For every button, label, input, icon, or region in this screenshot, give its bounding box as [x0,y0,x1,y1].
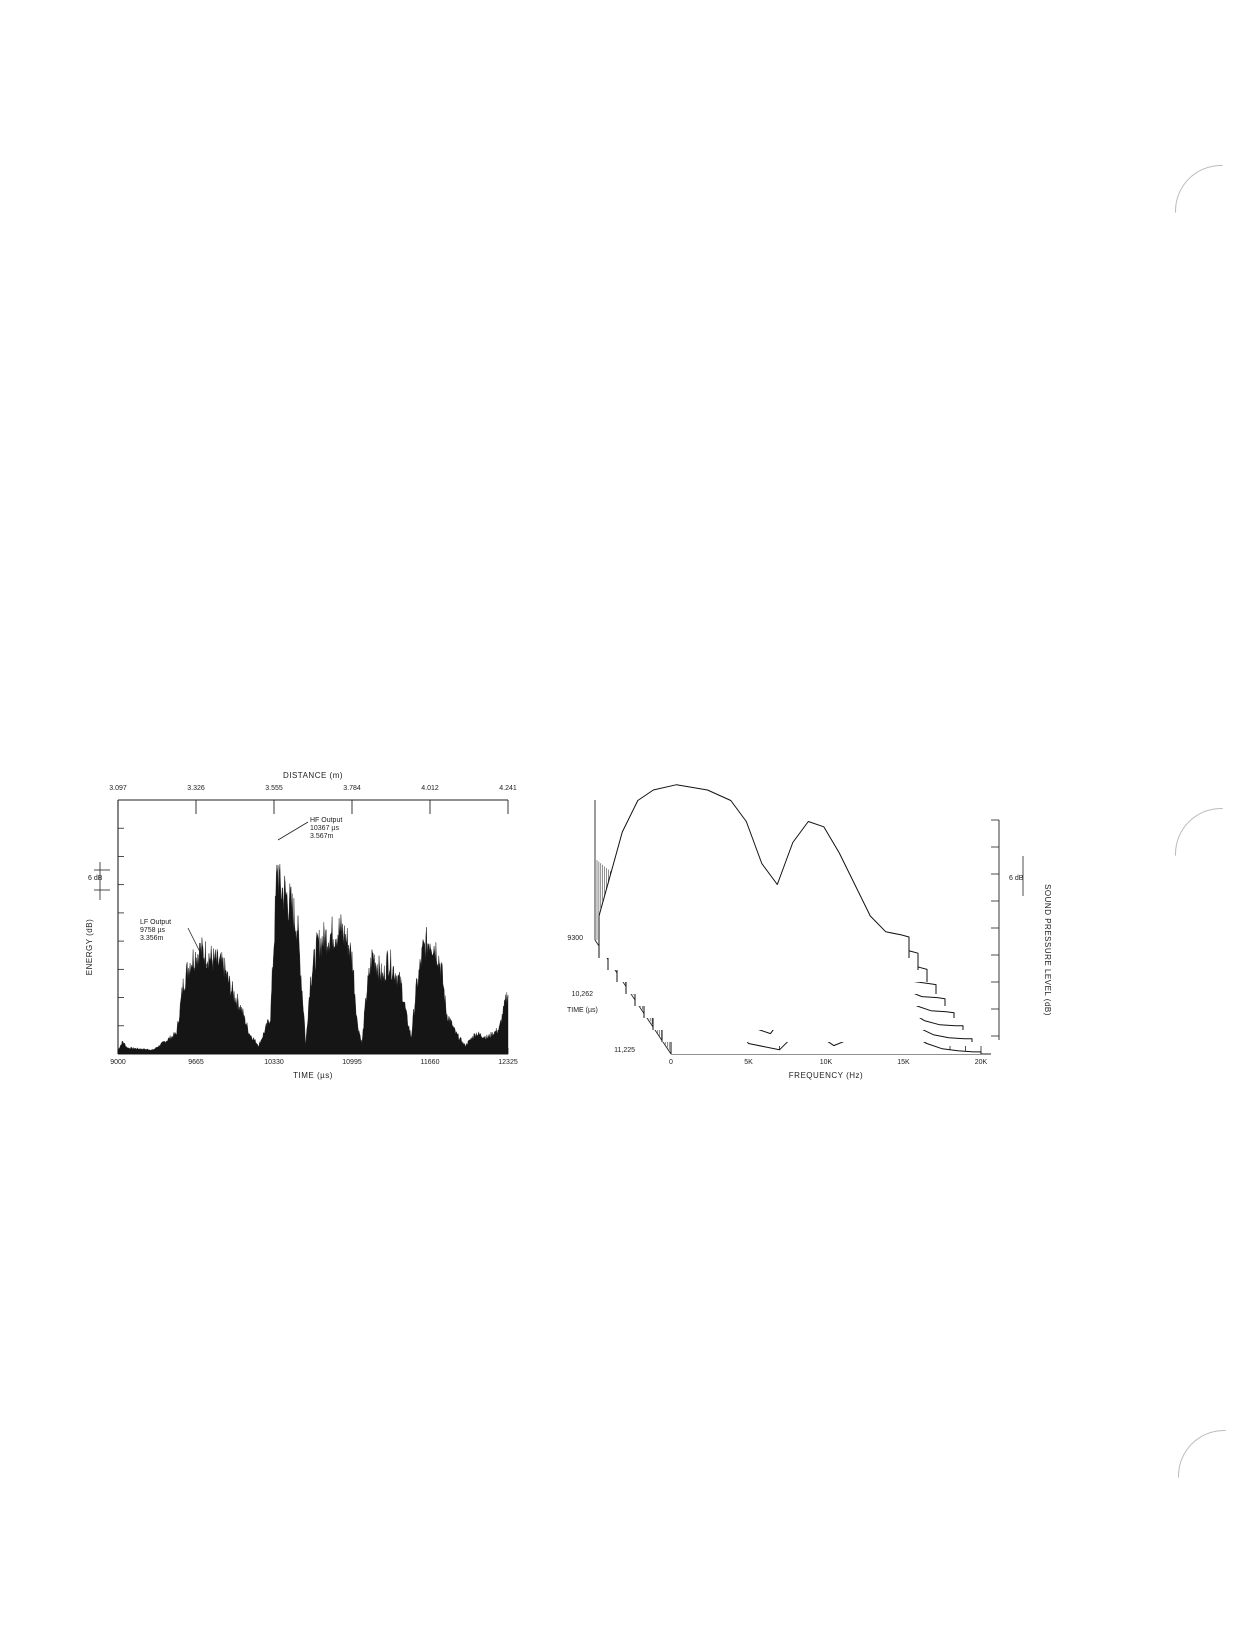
x2-tick-label: 3.326 [187,785,205,792]
y2-axis-label: SOUND PRESSURE LEVEL (dB) [1043,884,1052,1016]
scale-label: 6 dB [88,875,103,882]
lf-annotation: 9758 µs [140,927,166,934]
figure-9-caption [748,402,762,419]
x2-tick-label: 4.241 [499,785,517,792]
coverage-angle-chart [80,88,540,398]
x-tick-label: 10K [819,1059,833,1066]
hf-annotation: HF Output [310,817,343,824]
x2-tick-label: 3.555 [265,785,283,792]
lf-annotation: 3.356m [140,935,164,942]
punch-hole-mark [1178,1430,1226,1478]
chart-title: DISTANCE (m) [282,771,344,780]
punch-hole-mark [1175,808,1223,856]
x-tick-label: 11660 [420,1059,440,1066]
x-tick-label: 9000 [110,1059,126,1066]
y-axis-label: TIME (µs) [567,1007,598,1014]
figure-11-caption [656,755,670,772]
time-tick-label: 9300 [567,935,583,942]
x-tick-label: 12325 [498,1059,518,1066]
x-tick-label: 10995 [342,1059,362,1066]
figure-12-caption [146,1138,160,1155]
x-axis-label: FREQUENCY (Hz) [788,1071,864,1080]
y-axis-label: ENERGY (dB) [85,918,94,976]
horizontal-off-axis-chart [70,440,550,760]
figure-13-caption [636,1134,650,1151]
lf-annotation: LF Output [140,919,172,926]
x-axis-label: TIME (µs) [293,1071,333,1080]
punch-hole-mark [1175,165,1223,213]
x-tick-label: 0 [669,1059,673,1066]
x-tick-label: 9665 [188,1059,204,1066]
x2-tick-label: 3.784 [343,785,361,792]
q-and-di-chart [580,88,1050,398]
figure-8-caption [204,406,218,423]
hf-annotation: 3.567m [310,833,334,840]
x-tick-label: 10330 [264,1059,284,1066]
notes-left-column [90,1212,536,1215]
figure-10-caption [130,759,144,776]
scale-label: 6 dB [1009,875,1024,882]
time-tick-label: 10,262 [571,991,593,998]
energy-trace [118,864,508,1054]
x-tick-label: 5K [744,1059,753,1066]
x-tick-label: 20K [974,1059,988,1066]
energy-time-curve-chart [80,771,550,1130]
vertical-off-axis-chart [590,438,1070,756]
x2-tick-label: 4.012 [421,785,439,792]
time-energy-frequency-chart [567,800,1075,1130]
hf-annotation: 10367 µs [310,825,339,832]
x2-tick-label: 3.097 [109,785,127,792]
hf-leader [278,822,308,840]
notes-right-column [592,1208,1032,1211]
time-tick-label: 11,225 [614,1047,635,1054]
decay-slice [599,785,909,958]
x-tick-label: 15K [897,1059,910,1066]
